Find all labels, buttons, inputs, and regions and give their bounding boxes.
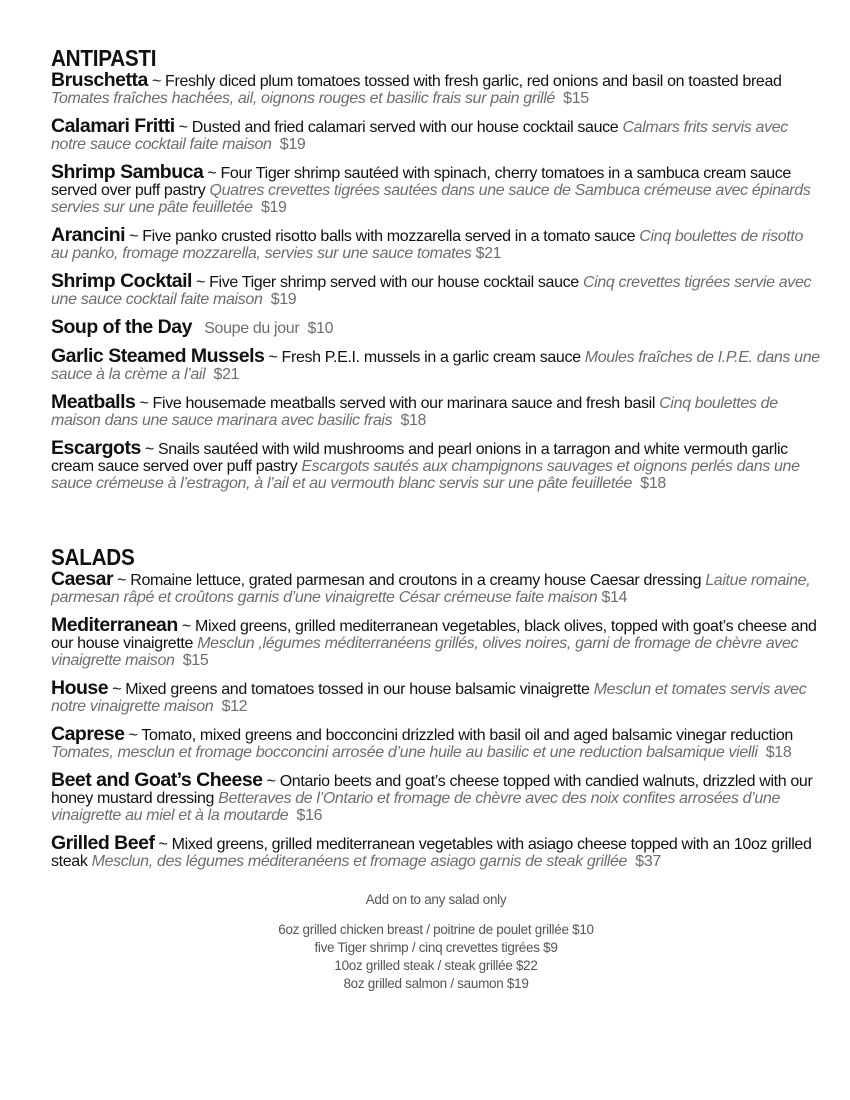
salads-heading: SALADS [51, 544, 135, 570]
menu-item [51, 316, 821, 338]
item-description: ~ Mixed greens, grilled mediterranean vegetables, black olives, topped with goat’s cheese and our house vinaigrette [51, 618, 817, 652]
salads-list [51, 568, 821, 870]
item-description: ~ Tomato, mixed greens and bocconcini drizzled with basil oil and aged balsamic vinegar reduction [124, 727, 793, 744]
item-description: ~ Four Tiger shrimp sautéed with spinach, cherry tomatoes in a sambuca cream sauce served over puff pastry [51, 165, 791, 199]
menu-item [51, 832, 821, 870]
item-description: ~ Dusted and fried calamari served with our house cocktail sauce [174, 119, 623, 136]
item-french: Quatres crevettes tigrées sautées dans une sauce de Sambuca crémeuse avec épinards servies sur une pâte feuilletée [51, 182, 811, 216]
item-price: $18 [640, 475, 666, 492]
antipasti-list [51, 69, 821, 492]
addon-line: five Tiger shrimp / cinq crevettes tigrées $9 [314, 940, 558, 955]
item-name: House [51, 677, 109, 699]
menu-item [51, 115, 821, 153]
menu-item [51, 391, 821, 429]
item-name: Calamari Fritti [51, 115, 175, 137]
item-description: ~ Five Tiger shrimp served with our house cocktail sauce [191, 274, 583, 291]
item-french: Mesclun et tomates servis avec notre vinaigrette maison [51, 681, 807, 715]
item-name: Mediterranean [51, 614, 178, 636]
item-french: Mesclun, des légumes méditeranéens et fromage asiago garnis de steak grillée [91, 853, 628, 870]
item-name: Caprese [51, 723, 125, 745]
item-name: Bruschetta [51, 69, 148, 91]
item-description: ~ Ontario beets and goat’s cheese topped with candied walnuts, drizzled with our honey mustard dressing [51, 773, 813, 807]
menu-item [51, 69, 821, 107]
item-description [192, 320, 196, 337]
item-name: Soup of the Day [51, 316, 192, 338]
item-name: Shrimp Cocktail [51, 270, 192, 292]
item-price: $12 [221, 698, 248, 715]
menu-item [51, 224, 821, 262]
antipasti-heading: ANTIPASTI [51, 45, 157, 71]
salad-addons [51, 892, 821, 993]
item-price: $21 [475, 245, 502, 262]
menu-item [51, 568, 821, 606]
item-price: $19 [279, 136, 306, 153]
addon-line: 8oz grilled salmon / saumon $19 [343, 976, 529, 991]
item-price: $18 [765, 744, 792, 761]
menu-item [51, 270, 821, 308]
item-name: Arancini [51, 224, 126, 246]
item-price: $10 [307, 320, 334, 337]
item-french: Betteraves de l’Ontario et fromage de chèvre avec des noix confites arrosées d’une vinaigrette au miel et à la moutarde [51, 790, 781, 824]
item-description: ~ Fresh P.E.I. mussels in a garlic cream sauce [264, 349, 585, 366]
addon-line: 6oz grilled chicken breast / poitrine de poulet grillée $10 [278, 922, 594, 937]
item-description: ~ Snails sautéed with wild mushrooms and pearl onions in a tarragon and white vermouth garlic cream sauce served over puff pastry [51, 441, 788, 475]
menu-item [51, 345, 821, 383]
item-name: Escargots [51, 437, 141, 459]
item-price: $16 [296, 807, 323, 824]
item-name: Beet and Goat’s Cheese [51, 769, 263, 791]
item-name: Meatballs [51, 391, 136, 413]
item-description: ~ Mixed greens, grilled mediterranean vegetables with asiago cheese topped with an 10oz grilled steak [51, 836, 812, 870]
item-name: Shrimp Sambuca [51, 161, 204, 183]
menu-item [51, 677, 821, 715]
item-description: ~ Freshly diced plum tomatoes tossed with fresh garlic, red onions and basil on toasted bread [147, 73, 782, 90]
menu-item [51, 161, 821, 216]
item-french: Laitue romaine, parmesan râpé et croûtons garnis d’une vinaigrette César crémeuse faite maison [51, 572, 811, 606]
addon-line: 10oz grilled steak / steak grillée $22 [334, 958, 538, 973]
item-price: $15 [563, 90, 589, 107]
item-french: Cinq boulettes de maison dans une sauce marinara avec basilic frais [51, 395, 778, 429]
item-french: Mesclun ,légumes méditerranéens grillés, olives noires, garni de fromage de chèvre avec vinaigrette maison [51, 635, 799, 669]
menu-item [51, 723, 821, 761]
item-price: $18 [400, 412, 427, 429]
item-name: Grilled Beef [51, 832, 155, 854]
item-french: Calmars frits servis avec notre sauce cocktail faite maison [51, 119, 788, 153]
item-name: Caesar [51, 568, 114, 590]
menu-item [51, 437, 821, 492]
item-description: ~ Five panko crusted risotto balls with mozzarella served in a tomato sauce [125, 228, 640, 245]
item-description: ~ Five housemade meatballs served with our marinara sauce and fresh basil [135, 395, 660, 412]
item-price: $19 [270, 291, 297, 308]
item-french: Cinq crevettes tigrées servie avec une sauce cocktail faite maison [51, 274, 812, 308]
item-name: Garlic Steamed Mussels [51, 345, 265, 367]
item-price: $37 [635, 853, 661, 870]
item-price: $14 [601, 589, 628, 606]
item-french: Soupe du jour [204, 320, 300, 337]
item-french: Escargots sautés aux champignons sauvages et oignons perlés dans une sauce crémeuse à l’estragon, à l’ail et au vermouth blanc servis sur une pâte feuilletée [51, 458, 800, 492]
item-price: $21 [213, 366, 240, 383]
section-spacer [51, 503, 821, 543]
item-french: Moules fraîches de I.P.E. dans une sauce à la crème a l’ail [51, 349, 820, 383]
menu-item [51, 614, 821, 669]
item-french: Cinq boulettes de risotto au panko, fromage mozzarella, servies sur une sauce tomates [51, 228, 804, 262]
item-price: $15 [182, 652, 209, 669]
addons-title: Add on to any salad only [365, 892, 507, 907]
item-description: ~ Romaine lettuce, grated parmesan and croutons in a creamy house Caesar dressing [113, 572, 706, 589]
menu-item [51, 769, 821, 824]
item-price: $19 [260, 199, 287, 216]
menu-page [51, 44, 821, 993]
item-french: Tomates fraîches hachées, ail, oignons rouges et basilic frais sur pain grillé [51, 90, 555, 107]
item-french: Tomates, mesclun et fromage bocconcini arrosée d’une huile au basilic et une reduction balsamique vielli [51, 744, 758, 761]
item-description: ~ Mixed greens and tomatoes tossed in our house balsamic vinaigrette [108, 681, 594, 698]
